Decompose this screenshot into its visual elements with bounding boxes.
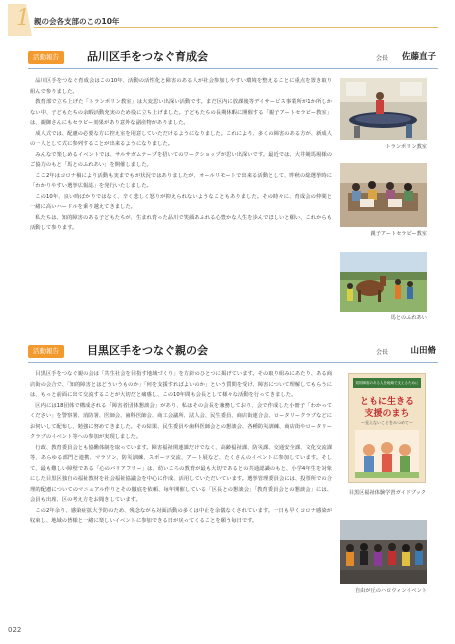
paragraph: 品川区手をつなぐ育成会はこの10年、活動の活性化と障害のある人が社会参加しやすい環境を整えることに重点を置き取り組んで参りました。 [30,78,332,95]
paragraph: 行政、教育委員会とも協働体制を取っています。障害福祉関連課だけでなく、高齢福祉課、防災課、交通安全課、文化交流課等、あらゆる部門と連携、マラソン、防災訓練、スポーツ交流、アート展など、たくさんのイベントに参加しています。そして、最も難しい障壁である「心のバリアフリー」は、幼いころの教育が最も大切であるとの共通認識のもと、小学4年生を対象にした目黒区独自の福祉教材を社会福祉協議会を中心に作成、活用していただいています。選挙管理委員会には、投票所での合理的配慮についてのマニュアル作りとその徹底を依頼、毎年開催している「区長との懇談会」「教育委員会との懇談会」には、会員も出席、区の考え方をお聞きしています。 [30,444,332,503]
photo-caption: 親子アートセラピー教室 [370,231,427,237]
art-therapy-photo [340,163,427,227]
section-body-shinagawa [30,76,332,234]
book-illustration [355,430,419,478]
author-role: 会長 [375,349,388,356]
paragraph: 区内には18団体で構成される「障害者団体懇談会」があり、私はその会長を兼務しており、会で作成した小冊子「わかってください」を警察署、消防署、医師会、歯科医師会、商工会議所、法人会、民生委員、商店街連合会、ロータリークラブなどにお伺いして配布し、勉強に努めてきました。その結果、民生委員や歯科医師会との懇談会、各種防災訓練、商店街やロータリークラブのイベント等への参加が実現しました。 [30,402,332,440]
paragraph: みんなで楽しめるイベントでは、サルサガムテープを招いてのワークショップが思い出深いです。最近では、大井競馬場様のご協力のもと「馬とのふれあい」を開催しました。 [30,151,332,168]
horse-photo [340,252,427,312]
section-title: 品川区手をつなぐ育成会 [87,50,208,63]
paragraph: 私たちは、知的障害のある子どもたちが、生まれ育った品川で笑顔あふれる心豊かな人生を歩んでほしいと願い、これからも活動して参ります。 [30,214,332,231]
guidebook-cover [348,373,426,483]
book-title-line2: 支援のまち [364,409,410,419]
photo-caption: トランポリン教室 [385,144,427,150]
section-divider [28,362,438,363]
paragraph: 教育部で立ち上げた「トランポリン教室」は大変思い出深い活動です。まだ区内に放課後等デイサービス事業所が1か所しかない中、子どもたちの余暇活動充実のため役に立ち上げました。子どもたちの長期休暇に開催する「親子アートセラピー教室」は、親御さんにもセラピー効果があり意外な副産物がありました。 [30,99,332,126]
activity-report-badge: 活動報告 [28,51,64,64]
section-divider [28,68,438,69]
book-subtitle: ～見えないことをみつめて～ [361,420,413,425]
author-name: 佐藤直子 [401,52,436,62]
paragraph: この10年、良い時ばかりではなく、辛く悲しく怒りが抑えられないようなこともありました。その時々に、育成会の仲間と一緒に高いハードルを乗り越えてきました。 [30,193,332,210]
author-name: 山田脩 [410,346,436,356]
chapter-title: 親の会各支部のこの10年 [34,17,120,26]
photo-caption: 馬とのふれあい [390,315,427,321]
section-header-shinagawa [28,48,438,68]
paragraph: 目黒区手をつなぐ親の会は「共生社会を目指す地域づくり」を方針のひとつに掲げています。その取り組みにあたり、ある商店街の会合で、「知的障害とはどういうものか」「何を支援すればよいのか」という質問を受け、障害について理解してもらうには、もっと前面に出て交流することが大切だと痛感し、この10年間も会長として様々な活動を行ってきました。 [30,371,332,398]
photo-caption: 自由が丘のハロウィンイベント [354,588,427,594]
author-role: 会長 [375,55,388,62]
page-number: 022 [8,626,22,634]
activity-report-badge: 活動報告 [28,345,64,358]
section-header-meguro [28,342,438,362]
paragraph: ここ2年はコロナ禍により活動も実までもが状況ではありましたが、オールリモートで出来る活動として、昨秋の総選挙時に「わかりやすい選挙広報誌」を発行いたしました。 [30,172,332,189]
halloween-event-photo [340,520,427,584]
book-top-label: 知的障害のある人を地域で支えるために [353,378,421,388]
chapter-number: 1 [16,6,30,31]
paragraph: 成人式では、配慮の必要な方に控え室を用意していただけるようになりました。これにより、多くの障害のある方が、新成人の一人として式に参列することが出来るようになりました。 [30,130,332,147]
paragraph: この2年余り、感染症拡大予防のため、残念ながら対面活動の多くは中止を余儀なくされています。一日も早くコロナ感染が収束し、地域の皆様と一緒に楽しいイベントに参加できる日が戻ってくることを願う毎日です。 [30,507,332,524]
section-body-meguro [30,369,332,527]
section-title: 目黒区手をつなぐ親の会 [87,344,208,357]
book-title-line1: ともに生きる [359,397,414,407]
photo-caption: 目黒区福祉体験学習ガイドブック [348,490,426,496]
chapter-divider [34,27,438,28]
trampoline-photo [340,78,427,140]
